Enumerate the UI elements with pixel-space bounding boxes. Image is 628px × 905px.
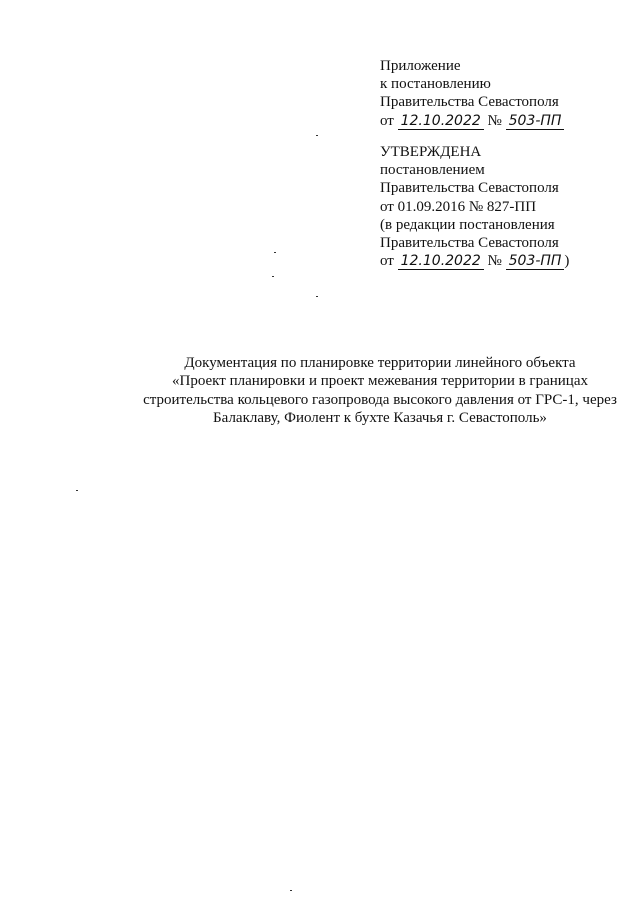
title-line: строительства кольцевого газопровода высокого давления от ГРС-1, через — [143, 391, 617, 408]
approval-heading: УТВЕРЖДЕНА — [380, 144, 482, 160]
title-line: «Проект планировки и проект межевания территории в границах — [172, 373, 588, 390]
appendix-block — [380, 57, 564, 130]
document-title — [90, 354, 628, 428]
approval-date-line: от 12.10.2022 № 503-ПП ) — [380, 253, 570, 270]
title-line: Документация по планировке территории линейного объекта — [184, 355, 576, 371]
approval-line: Правительства Севастополя — [380, 180, 559, 197]
scan-speck — [290, 890, 292, 891]
approval-line: от 01.09.2016 № 827-ПП — [380, 198, 537, 215]
appendix-line: Правительства Севастополя — [380, 94, 559, 111]
scan-speck — [316, 135, 318, 136]
appendix-date-line: от 12.10.2022 № 503-ПП — [380, 112, 564, 130]
handwritten-number: 503-ПП — [506, 254, 565, 270]
approval-block — [380, 143, 569, 270]
handwritten-date: 12.10.2022 — [398, 114, 484, 130]
handwritten-date: 12.10.2022 — [398, 254, 484, 270]
scan-speck — [274, 252, 276, 253]
handwritten-number: 503-ПП — [506, 114, 565, 130]
approval-line: постановлением — [380, 162, 485, 179]
scan-speck — [76, 490, 78, 491]
title-line: Балаклаву, Фиолент к бухте Казачья г. Севастополь» — [213, 410, 547, 427]
scan-speck — [272, 276, 274, 277]
approval-line: Правительства Севастополя — [380, 235, 559, 252]
appendix-line: к постановлению — [380, 76, 491, 93]
approval-line: (в редакции постановления — [380, 216, 555, 233]
appendix-line: Приложение — [380, 58, 461, 74]
scan-speck — [316, 296, 318, 297]
